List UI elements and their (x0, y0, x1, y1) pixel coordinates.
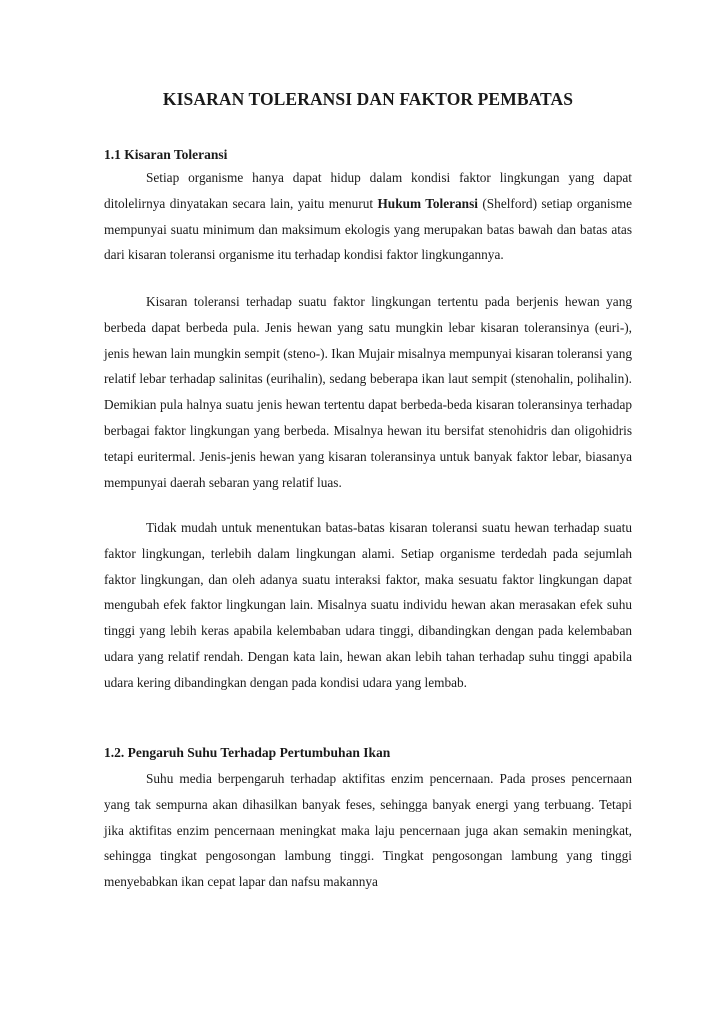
document-title: KISARAN TOLERANSI DAN FAKTOR PEMBATAS (162, 89, 574, 109)
paragraph-batas-kisaran: Tidak mudah untuk menentukan batas-batas kisaran toleransi suatu hewan terhadap suatu faktor lingkungan, terlebih dalam lingkungan alami. Setiap organisme terdedah pada sejumlah faktor lingkungan, dan oleh adanya suatu interaksi faktor, maka sesuatu faktor lingkungan dapat mengubah efek faktor lingkungan lain. Misalnya suatu individu hewan akan merasakan efek suhu tinggi yang lebih keras apabila kelembaban udara tinggi, dibandingkan dengan pada kelembaban udara yang relatif rendah. Dengan kata lain, hewan akan lebih tahan terhadap suhu tinggi apabila udara kering dibandingkan dengan pada kondisi udara yang lembab. (104, 520, 632, 690)
paragraph-suhu-media: Suhu media berpengaruh terhadap aktifitas enzim pencernaan. Pada proses pencernaan yang tak sempurna akan dihasilkan banyak feses, sehingga banyak energi yang terbuang. Tetapi jika aktifitas enzim pencernaan meningkat maka laju pencernaan juga akan semakin meningkat, sehingga tingkat pengosongan lambung tinggi. Tingkat pengosongan lambung yang tinggi menyebabkan ikan cepat lapar dan nafsu makannya (104, 771, 632, 890)
paragraph-text: Setiap organisme hanya dapat hidup dalam kondisi faktor lingkungan yang dapat ditolelirnya dinyatakan secara lain, yaitu menurut (104, 170, 632, 211)
paragraph-kisaran-berbeda: Kisaran toleransi terhadap suatu faktor lingkungan tertentu pada berjenis hewan yang berbeda dapat berbeda pula. Jenis hewan yang satu mungkin lebar kisaran toleransinya (euri-), jenis hewan lain mungkin sempit (steno-). Ikan Mujair misalnya mempunyai kisaran toleransi yang relatif lebar terhadap salinitas (eurihalin), sedang beberapa ikan laut sempit (stenohalin, polihalin). Demikian pula halnya suatu jenis hewan tertentu dapat berbeda-beda kisaran toleransinya terhadap berbagai faktor lingkungan yang berbeda. Misalnya hewan itu bersifat stenohidris dan oligohidris tetapi euritermal. Jenis-jenis hewan yang kisaran toleransinya untuk banyak faktor lebar, biasanya mempunyai daerah sebaran yang relatif luas. (104, 294, 632, 490)
section-heading-kisaran-toleransi: 1.1 Kisaran Toleransi (104, 147, 228, 162)
bold-term-hukum-toleransi: Hukum Toleransi (377, 195, 478, 211)
paragraph-text: (Shelford) setiap organisme mempunyai suatu minimum dan maksimum ekologis yang merupakan batas bawah dan batas atas dari kisaran toleransi organisme itu terhadap kondisi faktor lingkungannya. (104, 195, 632, 263)
paragraph-hukum-toleransi (104, 165, 632, 268)
section-heading-pengaruh-suhu: 1.2. Pengaruh Suhu Terhadap Pertumbuhan Ikan (104, 745, 391, 760)
